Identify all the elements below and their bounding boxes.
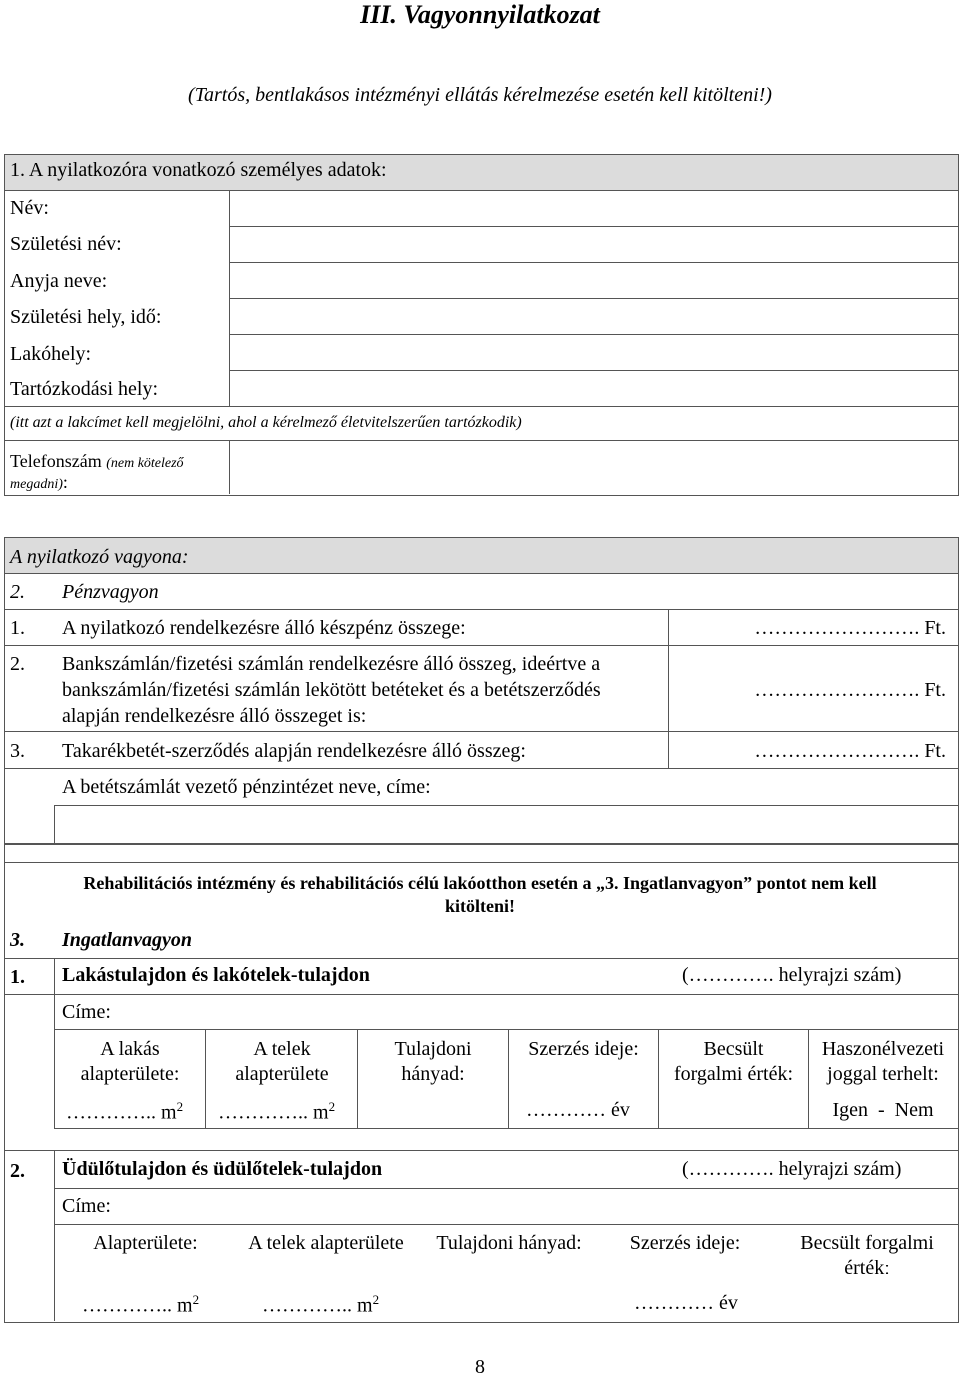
flat-col-area-2: alapterülete: [80,1063,180,1085]
flat-lot-number[interactable]: (…………. helyrajzi szám) [682,964,902,986]
holiday-num: 2. [10,1160,25,1182]
flat-address-label: Címe: [62,1001,111,1023]
mother-name-label: Anyja neve: [10,270,108,292]
mother-name-field[interactable] [230,262,957,298]
flat-acquired-value[interactable]: ………… év [526,1099,630,1121]
bank-num: 2. [10,653,25,675]
flat-col-lot-area-2: alapterülete [235,1063,329,1085]
personal-data-header: 1. A nyilatkozóra vonatkozó személyes adatok: [10,159,387,181]
bank-amount[interactable]: ……………………. Ft. [754,679,946,701]
savings-num: 3. [10,740,25,762]
real-estate-title: Ingatlanvagyon [62,929,193,951]
holiday-lot-number[interactable]: (…………. helyrajzi szám) [682,1158,902,1180]
bank-label-line3: alapján rendelkezésre álló összeget is: [62,705,367,727]
flat-usufruct-choice[interactable]: Igen - Nem [832,1099,934,1121]
page-number: 8 [475,1356,485,1378]
holiday-col-value-2: értékː [844,1257,890,1279]
residence-label: Lakóhely: [10,343,92,365]
flat-col-share-2: hányad: [401,1063,465,1085]
birth-place-date-label: Születési hely, idő: [10,306,162,328]
holiday-address-label: Címe: [62,1195,111,1217]
money-title: Pénzvagyon [62,581,159,603]
notice-line2: kitölteni! [445,896,515,916]
birth-name-label: Születési név: [10,233,122,255]
name-label: Név: [10,197,49,219]
flat-area-value[interactable]: ………….. $m^2$ [66,1099,184,1124]
money-num: 2. [10,581,25,603]
flat-title: Lakástulajdon és lakótelek-tulajdon [62,964,370,986]
flat-col-acquired: Szerzés ideje: [528,1038,639,1060]
page-subtitle: (Tartós, bentlakásos intézményi ellátás kérelmezése esetén kell kitölteni!) [188,84,772,106]
birth-name-field[interactable] [230,226,957,262]
real-estate-num: 3. [10,929,25,951]
phone-field[interactable] [230,441,957,494]
bank-label-line2: bankszámlán/fizetési számlán lekötött betéteket és a betétszerződés [62,679,601,701]
flat-col-value-2: forgalmi érték: [673,1063,794,1085]
name-field[interactable] [230,190,957,226]
flat-num: 1. [10,966,25,988]
bank-name-label: A betétszámlát vezető pénzintézet neve, címe: [62,776,431,798]
holiday-col-value-1: Becsült forgalmi [800,1232,934,1254]
holiday-col-share: Tulajdoni hányad: [436,1232,582,1254]
cash-num: 1. [10,617,25,639]
holiday-area-value[interactable]: ………….. $m^2$ [82,1292,200,1317]
holiday-lot-area-value[interactable]: ………….. $m^2$ [262,1292,380,1317]
cash-amount[interactable]: ……………………. Ft. [754,617,946,639]
birth-place-date-field[interactable] [230,298,957,334]
page-title: III. Vagyonnyilatkozat [360,0,600,29]
phone-note: megadni): [10,472,68,492]
stay-place-label: Tartózkodási hely: [10,378,158,400]
stay-note: (itt azt a lakcímet kell megjelölni, ahol a kérelmező életvitelszerűen tartózkodik) [10,414,522,431]
savings-amount[interactable]: ……………………. Ft. [754,740,946,762]
flat-col-usufruct-1: Haszonélvezeti [821,1038,945,1060]
stay-place-field[interactable] [230,370,957,406]
holiday-col-acquired: Szerzés ideje: [629,1232,741,1254]
phone-label: Telefonszám (nem kötelező [10,451,184,471]
flat-lot-area-value[interactable]: ………….. $m^2$ [218,1099,336,1124]
holiday-col-area: Alapterülete: [93,1232,198,1254]
holiday-title: Üdülőtulajdon és üdülőtelek-tulajdon [62,1158,383,1180]
holiday-acquired-value[interactable]: ………… év [634,1292,738,1314]
flat-col-value-1: Becsült [703,1038,764,1060]
bank-label-line1: Bankszámlán/fizetési számlán rendelkezésre álló összeg, ideértve a [62,653,601,675]
savings-label: Takarékbetét-szerződés alapján rendelkezésre álló összeg: [62,740,526,762]
assets-header: A nyilatkozó vagyona: [10,546,189,568]
flat-col-share-1: Tulajdoni [394,1038,472,1060]
flat-col-lot-area-1: A telek [253,1038,311,1060]
notice-line1: Rehabilitációs intézmény és rehabilitációs célú lakóotthon esetén a „3. Ingatlanvagyon” pontot nem kell [83,873,877,893]
holiday-col-lot-area: A telek alapterülete [248,1232,404,1254]
flat-col-area-1: A lakás [100,1038,160,1060]
residence-field[interactable] [230,334,957,370]
flat-col-usufruct-2: joggal terhelt: [827,1063,939,1085]
cash-label: A nyilatkozó rendelkezésre álló készpénz összege: [62,617,466,639]
bank-name-field[interactable] [56,806,956,842]
